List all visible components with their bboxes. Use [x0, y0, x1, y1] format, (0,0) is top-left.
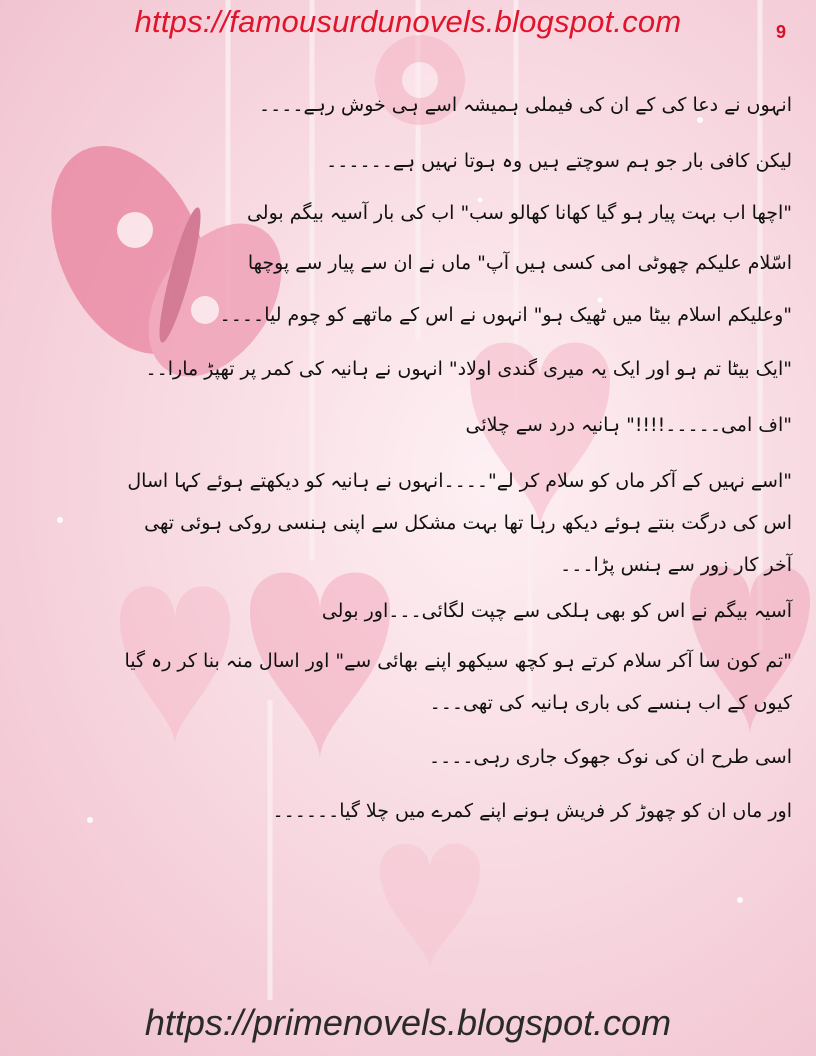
- header-blog-url[interactable]: https://famousurdunovels.blogspot.com: [134, 4, 682, 39]
- paragraph: اسی طرح ان کی نوک جھوک جاری رہی۔۔۔۔: [429, 746, 792, 768]
- paragraph: انہوں نے دعا کی کے ان کی فیملی ہمیشہ اسے ہی خوش رہے۔۔۔۔: [258, 94, 792, 116]
- paragraph: اور ماں ان کو چھوڑ کر فریش ہونے اپنے کمرے میں چلا گیا۔۔۔۔۔۔: [272, 800, 792, 822]
- paragraph: آسیہ بیگم نے اس کو بھی ہلکی سے چپت لگائی۔۔۔اور بولی: [321, 600, 792, 622]
- page-number: 9: [775, 22, 786, 42]
- paragraph: "وعلیکم اسلام بیٹا میں ٹھیک ہو" انہوں نے اس کے ماتھے کو چوم لیا۔۔۔۔: [219, 304, 792, 326]
- paragraph: "ایک بیٹا تم ہو اور ایک یہ میری گندی اولاد" انہوں نے ہانیہ کی کمر پر تھپڑ مارا۔۔: [145, 358, 792, 380]
- paragraph: "اسے نہیں کے آکر ماں کو سلام کر لے"۔۔۔۔انہوں نے ہانیہ کو دیکھتے ہوئے کہا اسال اس کی درگت بنتے ہوئے دیکھ رہا تھا بہت مشکل سے اپنی ہنسی روکی ہوئی تھی آخر کار زور سے ہنس پڑا۔۔۔: [127, 470, 792, 576]
- paragraph: "اف امی۔۔۔۔۔!!!!" ہانیہ درد سے چلائی: [465, 414, 792, 436]
- paragraph: لیکن کافی بار جو ہم سوچتے ہیں وہ ہوتا نہیں ہے۔۔۔۔۔۔: [326, 150, 792, 172]
- footer-blog-url[interactable]: https://primenovels.blogspot.com: [144, 1002, 672, 1043]
- paragraph: اسّلام علیکم چھوٹی امی کسی ہیں آپ" ماں نے ان سے پیار سے پوچھا: [247, 252, 792, 274]
- heart-icon: [380, 844, 480, 970]
- paragraph: "تم کون سا آکر سلام کرتے ہو کچھ سیکھو اپنے بھائی سے" اور اسال منہ بنا کر رہ گیا کیوں کے اب ہنسے کی باری ہانیہ کی تھی۔۔۔: [124, 650, 792, 714]
- paragraph: "اچھا اب بہت پیار ہو گیا کھانا کھالو سب" اب کی بار آسیہ بیگم بولی: [246, 202, 792, 224]
- novel-body-text: [120, 84, 792, 832]
